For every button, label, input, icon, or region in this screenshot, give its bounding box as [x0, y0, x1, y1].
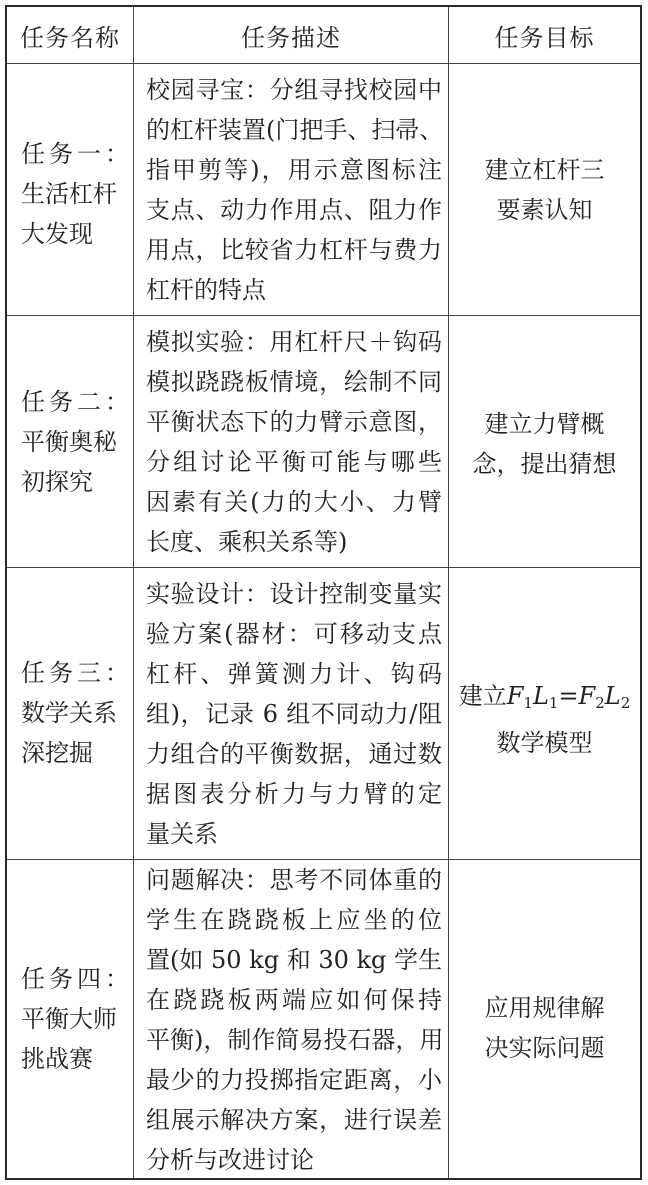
task-name-line: 平衡大师 — [21, 1005, 117, 1033]
description-line: 学生在跷跷板上应坐的位 — [146, 906, 442, 934]
task-goal-cell — [449, 316, 640, 567]
description-line: 最少的力投掷指定距离，小 — [146, 1066, 442, 1094]
description-line: 量关系 — [146, 820, 218, 848]
description-line: 的杠杆装置(门把手、扫帚、 — [146, 116, 444, 144]
task-description — [146, 574, 442, 854]
description-line: 长度、乘积关系等) — [146, 528, 348, 556]
table-row — [7, 316, 640, 568]
description-line: 因素有关(力的大小、力臂 — [146, 488, 442, 516]
goal-prefix: 建立 — [458, 682, 507, 710]
force-moment-formula: $F_1L_1=F_2L_2$ — [506, 682, 631, 712]
task-description — [146, 70, 442, 310]
description-line: 组展示解决方案，进行误差 — [146, 1106, 442, 1134]
task-goal — [449, 150, 640, 230]
task-name-cell — [7, 860, 134, 1178]
description-line: 杠杆、弹簧测力计、钩码 — [146, 660, 442, 688]
description-line: 支点、动力作用点、阻力作 — [146, 196, 442, 224]
task-name-line: 任务一： — [21, 140, 133, 168]
task-name-line: 任务三： — [21, 659, 133, 687]
task-description-cell — [134, 860, 449, 1178]
header-task-name: 任务名称 — [7, 7, 134, 63]
description-line: 分析与改进讨论 — [146, 1146, 314, 1174]
task-goal — [449, 404, 640, 484]
task-goal-cell — [449, 860, 640, 1178]
task-description-cell — [134, 568, 449, 859]
task-name-cell — [7, 568, 134, 859]
description-line: 在跷跷板两端应如何保持 — [146, 986, 442, 1014]
task-name-line: 数学关系 — [21, 699, 117, 727]
task-name — [21, 134, 133, 254]
description-line: 置(如 50 kg 和 30 kg 学生 — [146, 946, 443, 974]
goal-line: 建立杠杆三 — [484, 156, 605, 184]
task-name-line: 任务四： — [21, 965, 133, 993]
task-name-line: 任务二： — [21, 388, 133, 416]
description-line: 力组合的平衡数据，通过数 — [146, 740, 442, 768]
goal-line: 数学模型 — [496, 729, 593, 757]
goal-line: 念，提出猜想 — [472, 450, 617, 478]
description-line: 用点，比较省力杠杆与费力 — [146, 236, 442, 264]
task-description-cell — [134, 64, 449, 315]
goal-line: 决实际问题 — [484, 1034, 605, 1062]
description-line: 指甲剪等)，用示意图标注 — [146, 156, 442, 184]
task-goal — [449, 676, 640, 763]
header-task-description: 任务描述 — [134, 7, 449, 63]
description-line: 平衡状态下的力臂示意图， — [146, 408, 442, 436]
description-line: 据图表分析力与力臂的定 — [146, 780, 442, 808]
goal-line: 建立力臂概 — [484, 410, 605, 438]
task-name-line: 初探究 — [21, 468, 93, 496]
task-name — [21, 653, 133, 773]
task-name — [21, 959, 133, 1079]
goal-line: 要素认知 — [496, 196, 593, 224]
task-goal-cell — [449, 64, 640, 315]
task-name-line: 深挖掘 — [21, 739, 93, 767]
goal-line — [449, 676, 640, 723]
description-line: 校园寻宝：分组寻找校园中 — [146, 76, 442, 104]
task-goal — [449, 988, 640, 1068]
description-line: 平衡)，制作简易投石器，用 — [146, 1026, 444, 1054]
description-line: 组)，记录 6 组不同动力/阻 — [146, 700, 442, 728]
task-name-line: 平衡奥秘 — [21, 428, 117, 456]
task-goal-cell — [449, 568, 640, 859]
task-name-line: 挑战赛 — [21, 1045, 93, 1073]
description-line: 杠杆的特点 — [146, 276, 266, 304]
task-description — [146, 860, 442, 1180]
task-table — [5, 5, 642, 1180]
description-line: 模拟跷跷板情境，绘制不同 — [146, 368, 442, 396]
task-name-line: 大发现 — [21, 220, 93, 248]
table-row — [7, 568, 640, 860]
header-task-goal: 任务目标 — [494, 23, 595, 52]
task-description — [146, 322, 442, 562]
description-line: 问题解决：思考不同体重的 — [146, 866, 442, 894]
description-line: 实验设计：设计控制变量实 — [146, 580, 442, 608]
goal-line: 应用规律解 — [484, 994, 605, 1022]
task-description-cell — [134, 316, 449, 567]
table-row — [7, 64, 640, 316]
task-name-line: 生活杠杆 — [21, 180, 117, 208]
table-row — [7, 860, 640, 1178]
task-name-cell — [7, 64, 134, 315]
description-line: 验方案(器材：可移动支点 — [146, 620, 442, 648]
task-name — [21, 382, 133, 502]
description-line: 分组讨论平衡可能与哪些 — [146, 448, 442, 476]
description-line: 模拟实验：用杠杆尺＋钩码 — [146, 328, 442, 356]
task-name-cell — [7, 316, 134, 567]
table-header-row — [7, 7, 640, 64]
